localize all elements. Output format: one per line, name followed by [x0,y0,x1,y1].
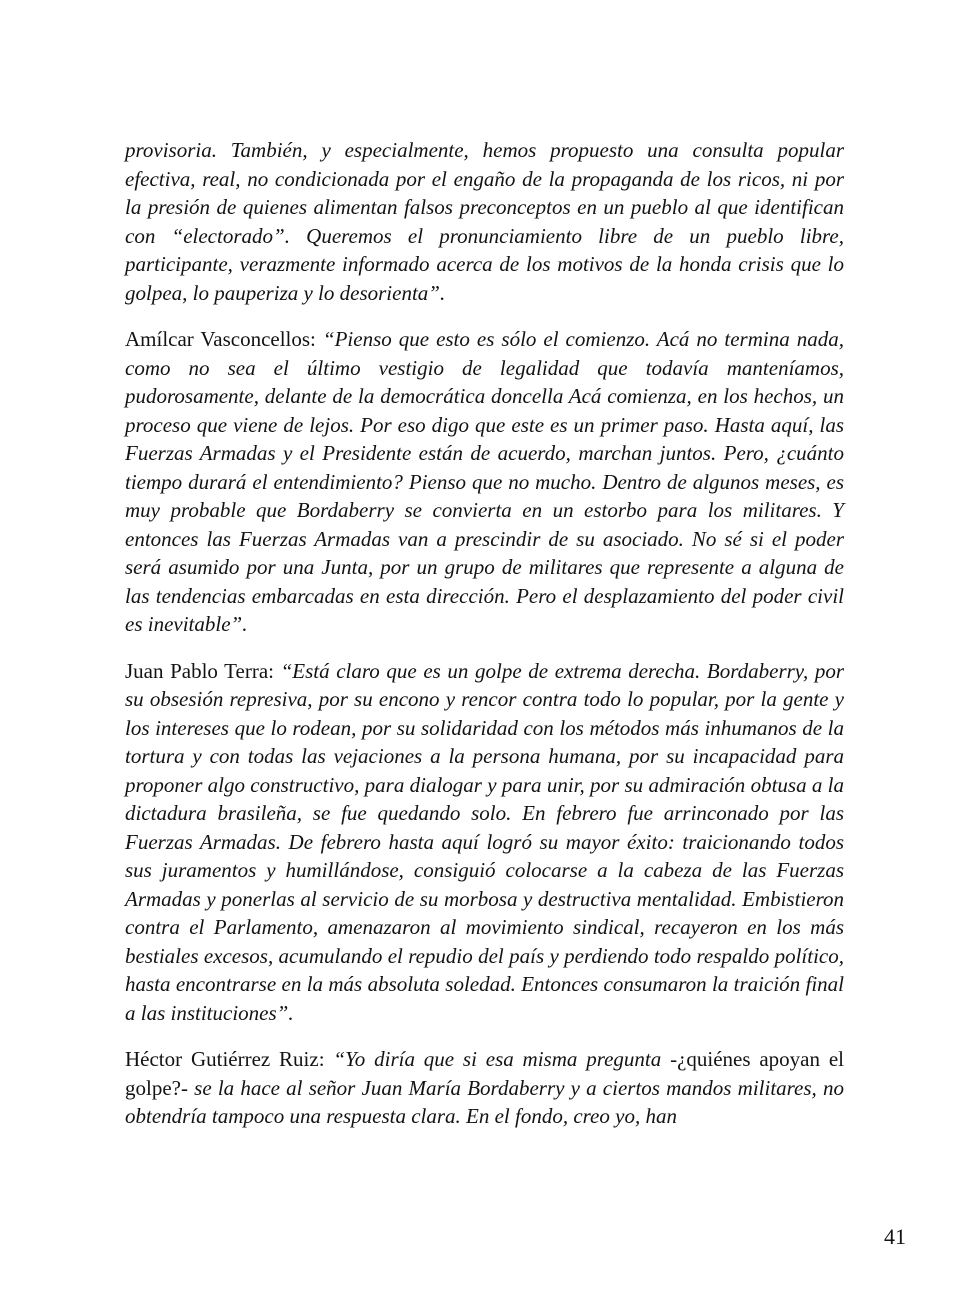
quote-text-segment: provisoria. También, y especialmente, hemos propuesto una consulta popular efectiva, real, no condicionada por el engaño de la propaganda de los ricos, ni por la presión de quienes alimentan falsos preconceptos en un pueblo al que identifican con “electorado”. Queremos el pronunciamiento libre de un pueblo libre, participante, verazmente informado acerca de los motivos de la honda crisis que lo golpea, lo pauperiza y lo desorienta”. [125,138,844,305]
paragraph [125,325,844,639]
page-number: 41 [884,1224,906,1249]
speaker-name-segment: Héctor Gutiérrez Ruiz: [125,1047,334,1071]
speaker-name-segment: Juan Pablo Terra: [125,658,281,683]
speaker-name-segment: Amílcar Vasconcellos: [125,327,323,351]
quote-text-segment: se la hace al señor Juan María Bordaberry y a ciertos mandos militares, no obtendría tampoco una respuesta clara. En el fondo, creo yo, han [125,1075,844,1128]
quote-text-segment: “Yo diría que si esa misma pregunta - [333,1047,678,1071]
paragraph [125,657,844,1028]
quote-text-segment: “Está claro que es un golpe de extrema derecha. Bordaberry, por su obsesión represiva, por su encono y rencor contra todo lo popular, por la gente y los intereses que lo rodean, por su solidaridad con los métodos más inhumanos de la tortura y con todas las vejaciones a la persona humana, por su incapacidad para proponer algo constructivo, para dialogar y para unir, por su admiración obtusa a la dictadura brasileña, se fue quedando solo. En febrero fue arrinconado por las Fuerzas Armadas. De febrero hasta aquí logró su mayor éxito: traicionando todos sus juramentos y humillándose, consiguió colocarse a la cabeza de las Fuerzas Armadas y ponerlas al servicio de su morbosa y destructiva mentalidad. Embistieron contra el Parlamento, amenazaron al movimiento sindical, recayeron en los más bestiales excesos, acumulando el repudio del país y perdiendo todo respaldo político, hasta encontrarse en la más absoluta soledad. Entonces consumaron la traición final a las instituciones”. [125,658,844,1025]
page-text-block [125,136,844,1149]
paragraph [125,136,844,307]
paragraph [125,1045,844,1131]
quote-text-segment: “Pienso que esto es sólo el comienzo. Acá no termina nada, como no sea el último vestigio de legalidad que todavía manteníamos, pudorosamente, delante de la democrática doncella Acá comienza, en los hechos, un proceso que viene de lejos. Por eso digo que este es un primer paso. Hasta aquí, las Fuerzas Armadas y el Presidente están de acuerdo, marchan juntos. Pero, ¿cuánto tiempo durará el entendimiento? Pienso que no mucho. Dentro de algunos meses, es muy probable que Bordaberry se convierta en un estorbo para los militares. Y entonces las Fuerzas Armadas van a prescindir de su asociado. No sé si el poder será asumido por una Junta, por un grupo de militares que represente a alguna de las tendencias embarcadas en esta dirección. Pero el desplazamiento del poder civil es inevitable”. [125,327,844,636]
speaker-name-segment: ¿quiénes apoyan el golpe?- [125,1047,844,1100]
